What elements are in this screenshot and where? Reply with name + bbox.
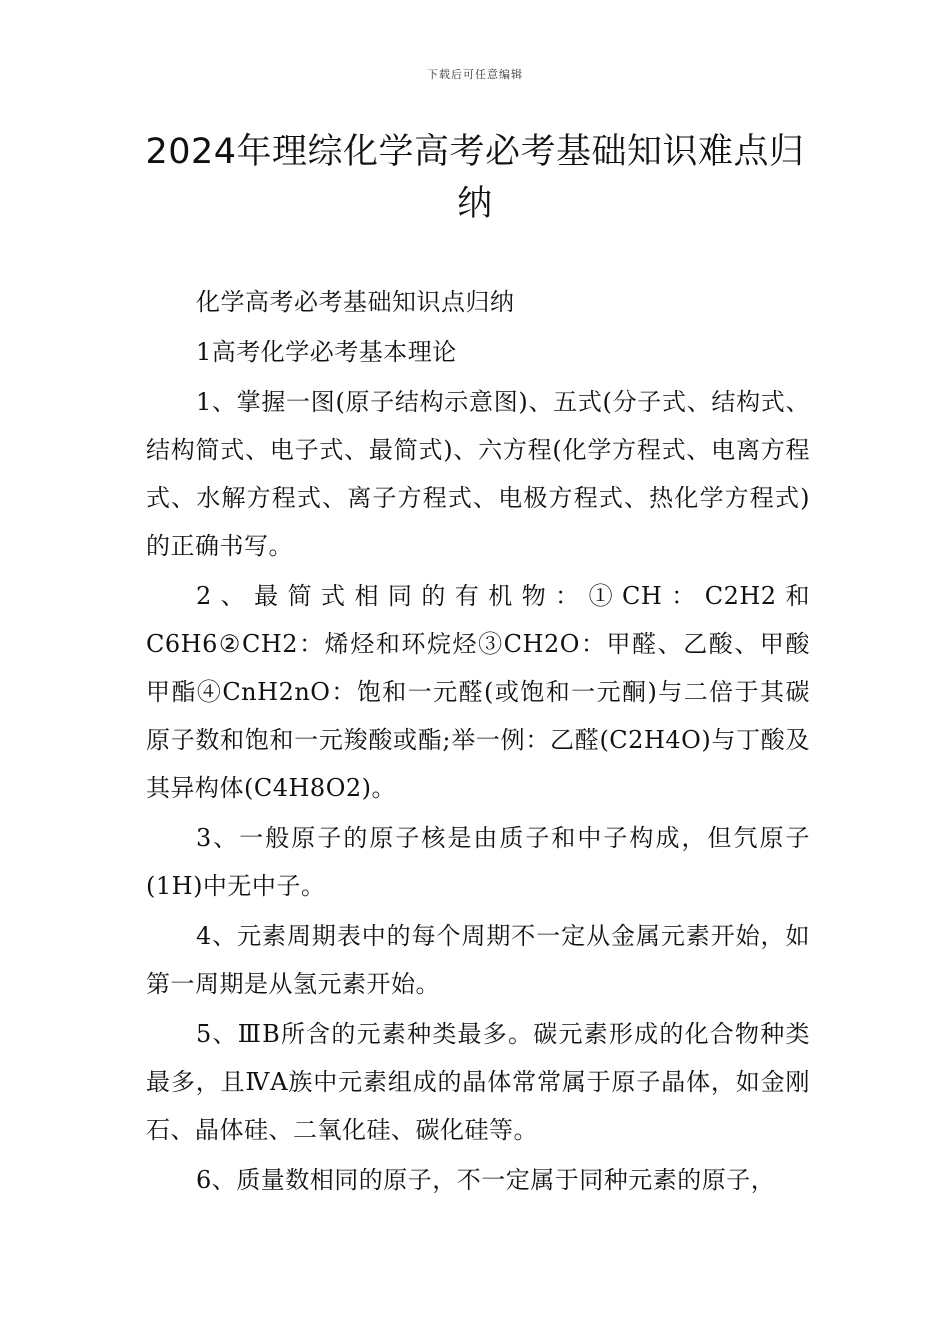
- header-note: 下载后可任意编辑: [427, 68, 523, 81]
- paragraph-section-heading: 化学高考必考基础知识点归纳: [196, 288, 515, 316]
- paragraph-item-6: 6、质量数相同的原子，不一定属于同种元素的原子，: [196, 1166, 776, 1194]
- paragraph-item-1: 1、掌握一图(原子结构示意图)、五式(分子式、结构式、结构简式、电子式、最简式)、六方程(化学方程式、电离方程式、水解方程式、离子方程式、电极方程式、热化学方程式)的正确书写。: [146, 388, 810, 560]
- document-body: [146, 278, 810, 1206]
- paragraph-subheading: 1高考化学必考基本理论: [196, 338, 457, 366]
- paragraph-item-4: 4、元素周期表中的每个周期不一定从金属元素开始，如第一周期是从氢元素开始。: [146, 922, 810, 998]
- document-title: 2024年理综化学高考必考基础知识难点归纳: [145, 132, 805, 224]
- paragraph-item-2: 2、最简式相同的有机物：①CH：C2H2和C6H6②CH2：烯烃和环烷烃③CH2O：甲醛、乙酸、甲酸甲酯④CnH2nO：饱和一元醛(或饱和一元酮)与二倍于其碳原子数和饱和一元羧酸或酯;举一例：乙醛(C2H4O)与丁酸及其异构体(C4H8O2)。: [146, 582, 810, 802]
- paragraph-item-3: 3、一般原子的原子核是由质子和中子构成，但氕原子(1H)中无中子。: [146, 824, 810, 900]
- paragraph-item-5: 5、ⅢB所含的元素种类最多。碳元素形成的化合物种类最多，且ⅣA族中元素组成的晶体常常属于原子晶体，如金刚石、晶体硅、二氧化硅、碳化硅等。: [146, 1020, 810, 1144]
